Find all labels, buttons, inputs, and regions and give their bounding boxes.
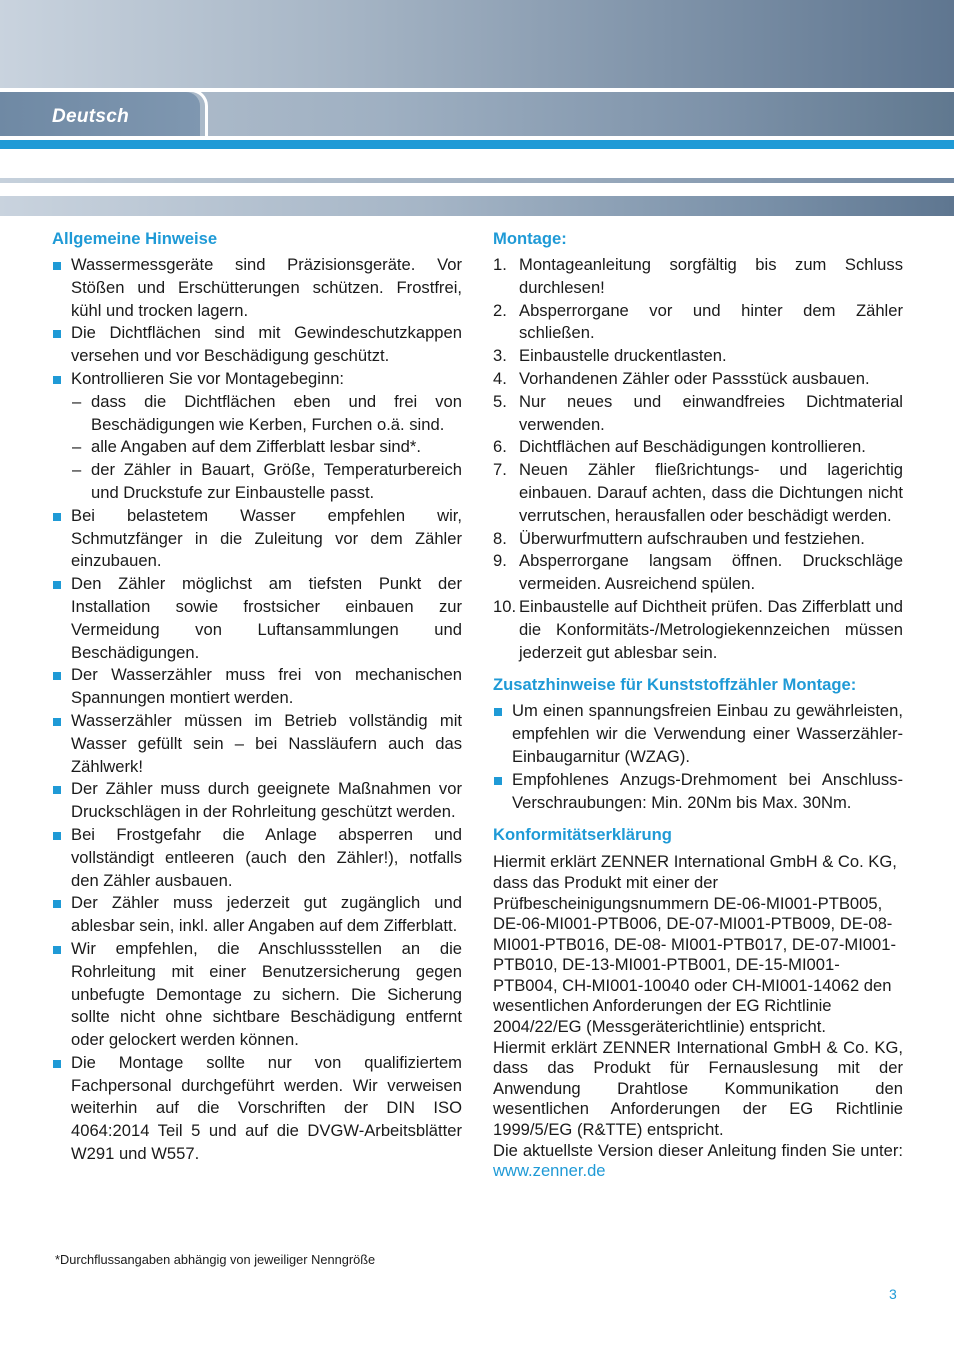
step-text: Dichtflächen auf Beschädigungen kontrollieren.: [519, 437, 866, 457]
spacer: [493, 814, 903, 824]
step-text: Vorhandenen Zähler oder Passstück ausbauen.: [519, 368, 870, 388]
check-sublist: [71, 391, 462, 505]
list-item: [52, 368, 462, 505]
step-item: [493, 300, 903, 346]
right-column: [493, 228, 903, 1182]
sub-list-item: – alle Angaben auf dem Zifferblatt lesbar sind*.: [72, 436, 462, 459]
step-item: [493, 254, 903, 300]
montage-heading: Montage:: [493, 229, 567, 248]
page-header: [0, 0, 954, 216]
step-text: Einbaustelle druckentlasten.: [519, 346, 727, 366]
header-gradient-top: [0, 0, 954, 88]
page-number: 3: [889, 1286, 897, 1302]
step-item: [493, 596, 903, 664]
step-text: Absperrorgane langsam öffnen. Druckschläge vermeiden. Ausreichend spülen.: [519, 551, 903, 594]
step-number: 5.: [493, 391, 507, 411]
list-item: Der Zähler muss durch geeignete Maßnahmen vor Druckschlägen in der Rohrleitung geschützt werden.: [52, 778, 462, 824]
plastic-meter-heading: Zusatzhinweise für Kunststoffzähler Montage:: [493, 675, 857, 695]
step-number: 7.: [493, 460, 507, 480]
step-number: 4.: [493, 368, 507, 388]
step-number: 6.: [493, 437, 507, 457]
list-item: Um einen spannungsfreien Einbau zu gewährleisten, empfehlen wir die Verwendung einer Wasserzähler-Einbaugarnitur (WZAG).: [493, 700, 903, 768]
step-text: Montageanleitung sorgfältig bis zum Schluss durchlesen!: [519, 255, 903, 297]
step-number: 10.: [493, 596, 517, 616]
list-item: Bei Frostgefahr die Anlage absperren und vollständigt entleeren (auch den Zähler!), notfalls den Zähler ausbauen.: [52, 824, 462, 892]
step-number: 1.: [493, 255, 507, 274]
list-item: Der Wasserzähler muss frei von mechanischen Spannungen montiert werden.: [52, 664, 462, 710]
general-notes-list: [52, 254, 462, 1166]
list-item: Bei belastetem Wasser empfehlen wir, Schmutzfänger in die Zuleitung vor dem Zähler einzubauen.: [52, 505, 462, 573]
left-column: [52, 228, 462, 1166]
step-text: Absperrorgane vor und hinter dem Zähler schließen.: [519, 300, 903, 343]
list-item: Der Zähler muss jederzeit gut zugänglich und ablesbar sein, inkl. aller Angaben auf dem Zifferblatt.: [52, 892, 462, 938]
list-item: Den Zähler möglichst am tiefsten Punkt der Installation sowie frostsicher einbauen zur Vermeidung von Luftansammlungen und Beschädigungen.: [52, 573, 462, 664]
list-item: Wassermessgeräte sind Präzisionsgeräte. Vor Stößen und Erschütterungen schützen. Frostfrei, kühl und trocken lagern.: [52, 254, 462, 322]
step-text: Einbaustelle auf Dichtheit prüfen. Das Zifferblatt und die Konformitäts-/Metrologiekennzeichen müssen jederzeit gut ablesbar sein.: [519, 596, 903, 662]
list-item-text: Kontrollieren Sie vor Montagebeginn:: [71, 368, 345, 388]
step-text: Neuen Zähler fließrichtungs- und lagerichtig einbauen. Darauf achten, dass die Dichtungen nicht verrutschen, herausfallen oder beschädigt werden.: [519, 460, 903, 525]
step-number: 9.: [493, 551, 507, 571]
conformity-paragraph: Hiermit erklärt ZENNER International GmbH & Co. KG, dass das Produkt für Fernauslesung mit der Anwendung Drahtlose Kommunikation den wesentlichen Anforderungen der EG Richtlinie 1999/5/EG (R&TTE) entspricht.: [493, 1037, 903, 1140]
list-item: Die Dichtflächen sind mit Gewindeschutzkappen versehen und vor Beschädigung geschützt.: [52, 322, 462, 368]
step-text: Nur neues und einwandfreies Dichtmaterial verwenden.: [519, 391, 903, 434]
step-item: [493, 391, 903, 437]
step-number: 2.: [493, 300, 507, 320]
conformity-paragraph: Hiermit erklärt ZENNER International GmbH & Co. KG, dass das Produkt mit einer der Prüfbescheinigungsnummern DE-06-MI001-PTB005, DE-06-MI001-PTB006, DE-07-MI001-PTB009, DE-08-MI001-PTB016, DE-08- MI001-PTB017, DE-07-MI001-PTB010, DE-13-MI001-PTB001, DE-15-MI001-PTB004, CH-MI001-10040 oder CH-MI001-14062 den wesentlichen Anforderungen der EG Richtlinie 2004/22/EG (Messgeräterichtlinie) entspricht.: [493, 852, 897, 1037]
step-item: [493, 550, 903, 596]
header-accent-stripe: [0, 140, 954, 149]
list-item: Wasserzähler müssen im Betrieb vollständig mit Wasser gefüllt sein – bei Nassläufern auch das Zählwerk!: [52, 710, 462, 778]
list-item: Empfohlenes Anzugs-Drehmoment bei Anschluss-Verschraubungen: Min. 20Nm bis Max. 30Nm.: [493, 769, 903, 815]
step-item: [493, 368, 903, 391]
spacer: [493, 664, 903, 674]
header-thin-stripe: [0, 178, 954, 183]
website-link[interactable]: www.zenner.de: [493, 1161, 606, 1181]
step-item: [493, 459, 903, 527]
step-item: [493, 528, 903, 551]
sub-list-item: – der Zähler in Bauart, Größe, Temperaturbereich und Druckstufe zur Einbaustelle passt.: [72, 459, 462, 505]
sub-list-item: – dass die Dichtflächen eben und frei von Beschädigungen wie Kerben, Furchen o.ä. sind.: [72, 391, 462, 437]
list-item: Wir empfehlen, die Anschlussstellen an die Rohrleitung mit einer Benutzersicherung gegen unbefugte Demontage zu sichern. Die Sicherung sollte nicht ohne sichtbare Beschädigung entfernt oder gelockert werden können.: [52, 938, 462, 1052]
language-tab-label: Deutsch: [52, 106, 130, 127]
list-item: Die Montage sollte nur von qualifiziertem Fachpersonal durchgeführt werden. Wir verweisen weiterhin auf die Vorschriften der DIN ISO 4064:2014 Teil 5 und auf die DVGW-Arbeitsblätter W291 und W557.: [52, 1052, 462, 1166]
footnote: *Durchflussangaben abhängig von jeweiliger Nenngröße: [55, 1252, 376, 1267]
header-gradient-bottom: [0, 196, 954, 216]
step-item: [493, 345, 903, 368]
plastic-meter-list: [493, 700, 903, 814]
general-notes-heading: Allgemeine Hinweise: [52, 229, 218, 248]
step-number: 8.: [493, 528, 507, 548]
step-text: Überwurfmuttern aufschrauben und festziehen.: [519, 528, 865, 548]
conformity-text: Die aktuellste Version dieser Anleitung finden Sie unter:: [493, 1140, 903, 1160]
montage-steps: [493, 254, 903, 664]
step-number: 3.: [493, 346, 507, 366]
conformity-heading: Konformitätserklärung: [493, 825, 672, 845]
conformity-paragraph: [493, 1141, 903, 1182]
step-item: [493, 436, 903, 459]
